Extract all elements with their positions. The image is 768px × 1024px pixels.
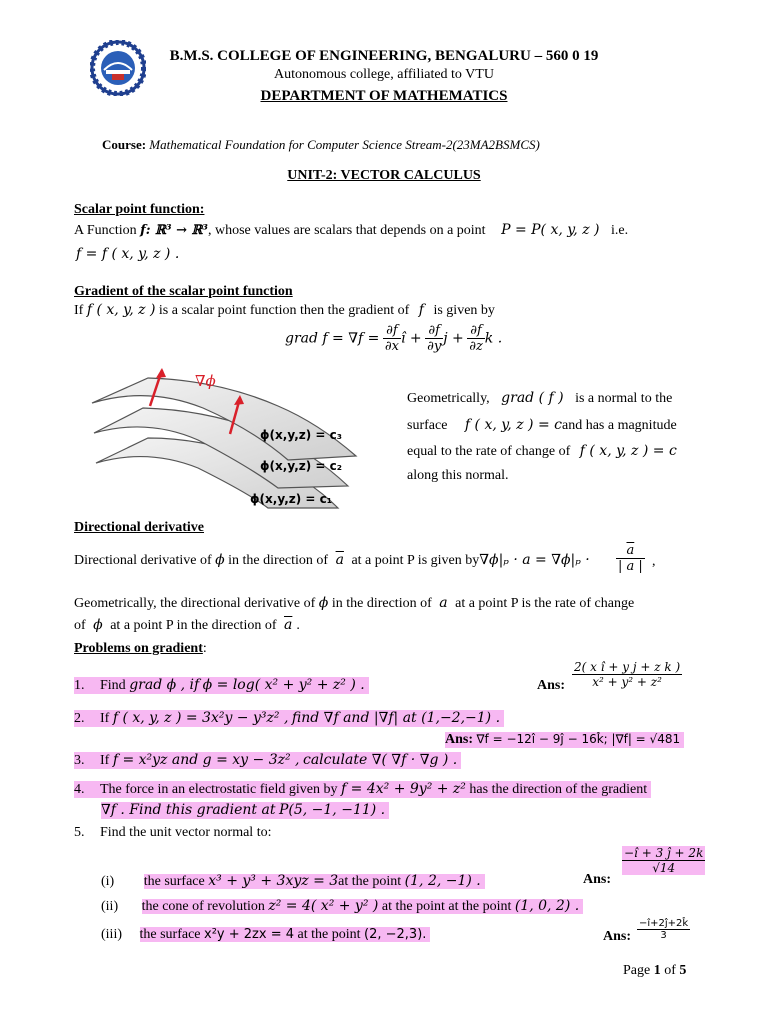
surface-label-c3: ϕ(x,y,z) = c₃ xyxy=(260,428,343,442)
text: at the point xyxy=(297,927,361,942)
scalar-line-1 xyxy=(74,222,694,239)
text: The force in an electrostatic field given by xyxy=(100,782,338,797)
text: Geometrically, the directional derivative of xyxy=(74,596,316,611)
problem-number: 1. xyxy=(74,678,85,693)
sub-number: (iii) xyxy=(101,927,122,942)
dd-frac xyxy=(616,543,645,574)
ans-2 xyxy=(445,732,684,748)
surface-label-c1: ϕ(x,y,z) = c₁ xyxy=(250,492,333,506)
problem-4-line-2 xyxy=(101,802,389,819)
text: and has a magnitude xyxy=(561,418,677,433)
geo-line-3 xyxy=(407,443,677,460)
text: the surface xyxy=(143,874,205,889)
directional-line-1 xyxy=(74,552,590,569)
ans-num: −î + 3 ĵ + 2k xyxy=(624,846,704,860)
directional-line-2 xyxy=(74,595,634,612)
page-total: 5 xyxy=(679,963,687,978)
problem-number: 3. xyxy=(74,753,85,768)
unit-title: UNIT-2: VECTOR CALCULUS xyxy=(287,168,481,183)
ie-text: i.e. xyxy=(611,223,629,238)
geo-line-1 xyxy=(407,390,672,407)
frac-den: | a | xyxy=(618,559,643,574)
sub-number: (ii) xyxy=(101,899,119,914)
problem-4-line-1 xyxy=(74,781,651,798)
math: grad ϕ , if xyxy=(129,677,200,693)
problem-1 xyxy=(74,677,369,694)
text: . xyxy=(296,618,300,633)
ans-label-5i: Ans: xyxy=(583,872,612,887)
text: Directional derivative of xyxy=(74,553,212,568)
math: x²y + 2zx = 4 xyxy=(204,927,295,942)
text: If xyxy=(100,753,110,768)
math: calculate ∇( ∇f · ∇g ) . xyxy=(302,752,458,768)
text: at a point P is given by xyxy=(351,553,480,568)
grad-label: grad f = ∇f = xyxy=(285,330,380,347)
frac-num: ∂f xyxy=(383,323,401,339)
math: (1, 0, 2) . xyxy=(514,898,580,914)
problems-heading-line xyxy=(74,641,207,657)
scalar-text: , whose values are scalars that depends on a point xyxy=(207,223,486,238)
gradient-heading: Gradient of the scalar point function xyxy=(74,284,293,299)
text: at the point xyxy=(338,874,402,889)
math-surface: f ( x, y, z ) = c xyxy=(464,417,562,433)
text: is a normal to the xyxy=(575,391,673,406)
math-phi: ϕ xyxy=(318,595,329,611)
frac-num: $\overline{a}$ xyxy=(616,543,645,559)
problem-5ii xyxy=(101,898,583,915)
frac-den: ∂z xyxy=(469,339,483,354)
text: If xyxy=(100,711,110,726)
ans-label-5iii: Ans: xyxy=(603,929,632,944)
function-mapping: f: ℝ³ → ℝ³ xyxy=(140,223,208,238)
math: f ( x, y, z ) = 3x²y − y³z² , xyxy=(112,710,289,726)
course-label: Course: xyxy=(102,137,147,152)
ans-den: 3 xyxy=(660,930,667,941)
problem-number: 2. xyxy=(74,711,85,726)
directional-line-3 xyxy=(74,617,300,634)
problem-5i xyxy=(101,873,485,890)
text: in the direction of xyxy=(331,596,432,611)
problem-5iii xyxy=(101,927,430,943)
text: has the direction of the gradient xyxy=(469,782,648,797)
course-line xyxy=(102,137,540,153)
math-f: f ( x, y, z ) xyxy=(86,302,156,318)
frac-den: ∂y xyxy=(427,339,442,354)
problems-heading: Problems on gradient xyxy=(74,641,203,656)
text: at a point P is the rate of change xyxy=(455,596,635,611)
text: If xyxy=(74,303,84,318)
sub-number: (i) xyxy=(101,874,115,889)
comma: , xyxy=(652,554,656,569)
geo-line-4: along this normal. xyxy=(407,468,509,483)
math: P(5, −1, −11) . xyxy=(278,802,386,818)
text: : xyxy=(202,641,207,656)
college-subtitle: Autonomous college, affiliated to VTU xyxy=(274,67,494,82)
geo-line-2 xyxy=(407,417,677,434)
gradient-line xyxy=(74,302,495,319)
vector-a: a xyxy=(439,595,448,611)
text: at a point P in the direction of xyxy=(110,618,277,633)
problem-3 xyxy=(74,752,461,769)
problem-2 xyxy=(74,710,504,727)
math-phi: ϕ xyxy=(93,617,103,633)
ans-num: −î+2ĵ+2k̂ xyxy=(639,918,689,929)
gradient-formula xyxy=(285,323,502,354)
vector-a: $\overline{a}$ xyxy=(284,617,293,633)
text: ∇f . Find this gradient at xyxy=(101,802,276,818)
math-phi: ϕ xyxy=(215,552,225,568)
math: z² = 4( x² + y² ) xyxy=(268,898,379,914)
frac-num: ∂f xyxy=(467,323,485,339)
level-surfaces-figure xyxy=(88,368,388,518)
text: Find xyxy=(100,678,126,693)
ans-den: √14 xyxy=(652,861,676,875)
text: is given by xyxy=(433,303,495,318)
text: of xyxy=(74,618,86,633)
frac-num: ∂f xyxy=(425,323,443,339)
ans-den: x² + y² + z² xyxy=(592,675,662,689)
scalar-def: f = f ( x, y, z ) . xyxy=(76,246,180,262)
math: find ∇f and |∇f| at (1,−2,−1) . xyxy=(291,710,501,726)
problem-5 xyxy=(74,825,271,841)
college-name: B.M.S. COLLEGE OF ENGINEERING, BENGALURU – 560 0 19 xyxy=(169,48,599,64)
ans-5i xyxy=(622,846,705,875)
math-f: f xyxy=(418,302,424,318)
ans-label: Ans: xyxy=(445,732,474,747)
text: equal to the rate of change of xyxy=(407,444,571,459)
course-name: Mathematical Foundation for Computer Science Stream-2(23MA2BSMCS) xyxy=(149,137,540,152)
text: the cone of revolution xyxy=(141,899,265,914)
ans-1 xyxy=(572,660,682,689)
point-p: P = P( x, y, z ) xyxy=(501,222,600,238)
ans-5iii xyxy=(637,918,690,941)
text: Page xyxy=(623,963,651,978)
math: f = 4x² + 9y² + z² xyxy=(341,781,466,797)
nabla-phi-label: ∇ϕ xyxy=(195,372,216,390)
scalar-text: A Function xyxy=(74,223,137,238)
math: (1, 2, −1) . xyxy=(404,873,481,889)
ans-value: ∇f = −12î − 9ĵ − 16k̂; |∇f| = √481 xyxy=(476,732,681,746)
text: Geometrically, xyxy=(407,391,490,406)
vector-a: $\overline{a}$ xyxy=(335,552,344,568)
term: j + xyxy=(443,330,464,347)
scalar-heading: Scalar point function: xyxy=(74,202,205,217)
problem-number: 5. xyxy=(74,825,85,840)
math: x³ + y³ + 3xyz = 3 xyxy=(208,873,339,889)
ans-num: 2( x î + y j + z k ) xyxy=(574,660,681,674)
text: in the direction of xyxy=(228,553,329,568)
math: f = x²yz and g = xy − 3z² , xyxy=(112,752,300,768)
text: is a scalar point function then the gradient of xyxy=(158,303,410,318)
math-grad: grad ( f ) xyxy=(501,390,564,406)
page-footer xyxy=(623,963,686,979)
text: surface xyxy=(407,418,448,433)
text: the surface xyxy=(139,927,201,942)
text: Find the unit vector normal to: xyxy=(100,825,272,840)
problem-number: 4. xyxy=(74,782,85,797)
term: î + xyxy=(400,330,422,347)
text: of xyxy=(664,963,676,978)
frac-den: ∂x xyxy=(384,339,399,354)
dd-formula: ∇ϕ|ₚ · a = ∇ϕ|ₚ · xyxy=(479,552,590,568)
text: at the point at the point xyxy=(381,899,512,914)
math-surface: f ( x, y, z ) = c xyxy=(579,443,677,459)
ans-label-1: Ans: xyxy=(537,678,566,693)
directional-heading: Directional derivative xyxy=(74,520,204,535)
math: (2, −2,3). xyxy=(364,927,427,942)
surface-label-c2: ϕ(x,y,z) = c₂ xyxy=(260,459,343,473)
term: k . xyxy=(484,330,503,347)
page-number: 1 xyxy=(653,963,661,978)
department-name: DEPARTMENT OF MATHEMATICS xyxy=(260,88,508,104)
math: ϕ = log( x² + y² + z² ) . xyxy=(202,677,365,693)
